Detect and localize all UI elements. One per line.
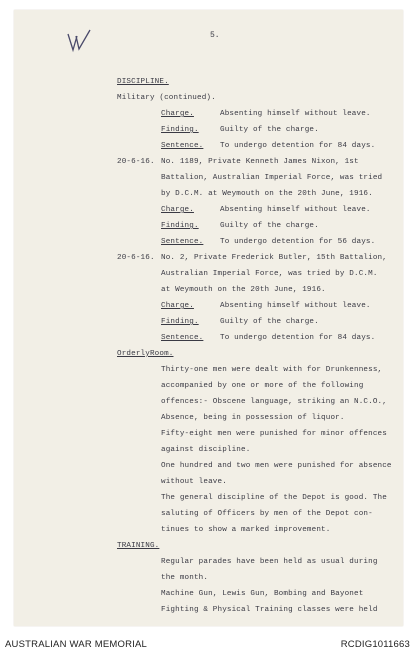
orderly-line: Fifty-eight men were punished for minor offences <box>161 430 387 438</box>
heading-orderly-room: OrderlyRoom. <box>117 350 174 358</box>
orderly-line: offences:- Obscene language, striking an N.C.O., <box>161 398 387 406</box>
charge-label: Charge. <box>161 110 194 118</box>
case-text-line: Australian Imperial Force, was tried by D.C.M. <box>161 270 378 278</box>
sentence-text: To undergo detention for 84 days. <box>220 142 376 150</box>
archive-footer <box>0 632 415 654</box>
charge-label: Charge. <box>161 206 194 214</box>
case-text-line: by D.C.M. at Weymouth on the 20th June, 1916. <box>161 190 373 198</box>
orderly-line: accompanied by one or more of the following <box>161 382 364 390</box>
case-text-line: No. 2, Private Frederick Butler, 15th Battalion, <box>161 254 387 262</box>
heading-discipline: DISCIPLINE. <box>117 78 169 86</box>
charge-label: Charge. <box>161 302 194 310</box>
training-line: Fighting & Physical Training classes were held <box>161 606 378 614</box>
training-line: Machine Gun, Lewis Gun, Bombing and Bayonet <box>161 590 364 598</box>
sentence-label: Sentence. <box>161 334 204 342</box>
finding-label: Finding. <box>161 318 199 326</box>
finding-label: Finding. <box>161 222 199 230</box>
finding-text: Guilty of the charge. <box>220 126 319 134</box>
orderly-line: tinues to show a marked improvement. <box>161 526 331 534</box>
heading-training: TRAINING. <box>117 542 160 550</box>
subheading-military: Military (continued). <box>117 94 216 102</box>
page-number: 5. <box>210 31 220 40</box>
orderly-line: Absence, being in possession of liquor. <box>161 414 345 422</box>
case-date: 20-6-16. <box>117 254 155 262</box>
sentence-label: Sentence. <box>161 142 204 150</box>
footer-record-id: RCDIG1011663 <box>340 639 410 650</box>
charge-text: Absenting himself without leave. <box>220 302 371 310</box>
finding-text: Guilty of the charge. <box>220 222 319 230</box>
finding-text: Guilty of the charge. <box>220 318 319 326</box>
sentence-label: Sentence. <box>161 238 204 246</box>
training-line: Regular parades have been held as usual during <box>161 558 378 566</box>
orderly-line: without leave. <box>161 478 227 486</box>
orderly-line: The general discipline of the Depot is good. The <box>161 494 387 502</box>
orderly-line: against discipline. <box>161 446 251 454</box>
finding-label: Finding. <box>161 126 199 134</box>
sentence-text: To undergo detention for 84 days. <box>220 334 376 342</box>
charge-text: Absenting himself without leave. <box>220 206 371 214</box>
orderly-line: Thirty-one men were dealt with for Drunkenness, <box>161 366 383 374</box>
case-text-line: Battalion, Australian Imperial Force, was tried <box>161 174 383 182</box>
case-text-line: No. 1189, Private Kenneth James Nixon, 1st <box>161 158 359 166</box>
training-line: the month. <box>161 574 209 582</box>
charge-text: Absenting himself without leave. <box>220 110 371 118</box>
orderly-line: saluting of Officers by men of the Depot con- <box>161 510 373 518</box>
case-text-line: at Weymouth on the 20th June, 1916. <box>161 286 326 294</box>
sentence-text: To undergo detention for 56 days. <box>220 238 376 246</box>
case-date: 20-6-16. <box>117 158 155 166</box>
footer-institution: AUSTRALIAN WAR MEMORIAL <box>5 639 148 650</box>
handwritten-tick-mark <box>64 28 94 58</box>
orderly-line: One hundred and two men were punished for absence <box>161 462 392 470</box>
